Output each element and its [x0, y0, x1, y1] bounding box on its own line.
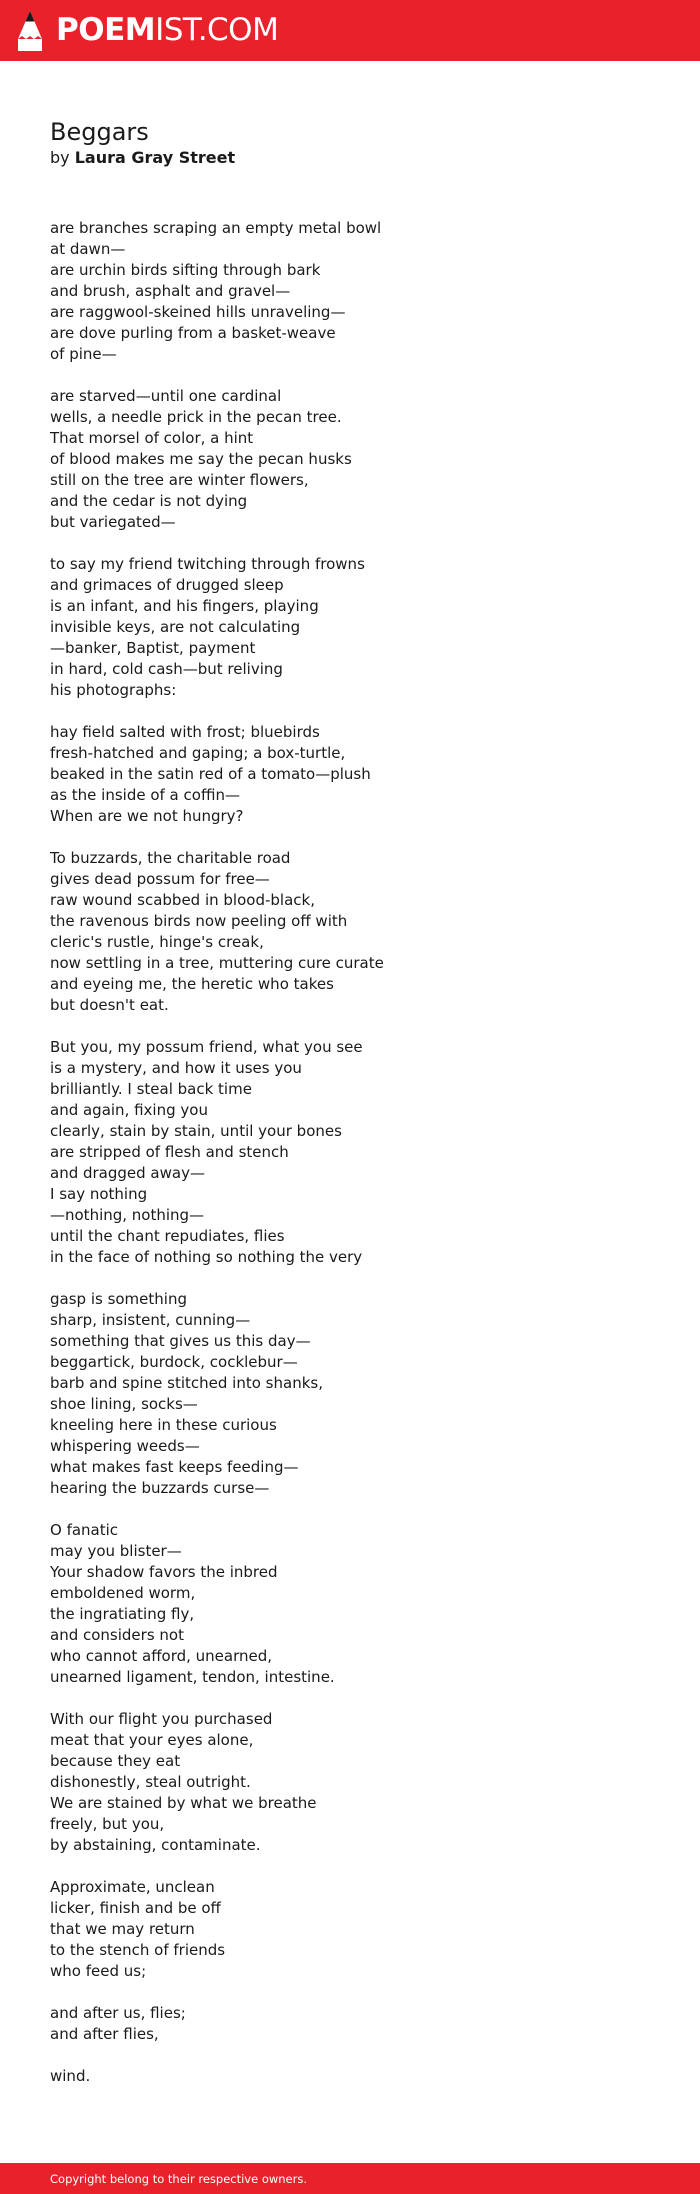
poem-line: are branches scraping an empty metal bowl — [50, 219, 382, 237]
poem-line: cleric's rustle, hinge's creak, — [50, 933, 264, 951]
poem-line: meat that your eyes alone, — [50, 1731, 254, 1749]
stanza — [50, 554, 670, 701]
poem-line: gasp is something — [50, 1290, 187, 1308]
poem-line: are dove purling from a basket-weave — [50, 324, 336, 342]
author-name[interactable]: Laura Gray Street — [74, 148, 236, 167]
poem-line: —nothing, nothing— — [50, 1206, 205, 1224]
poem-line: are starved—until one cardinal — [50, 387, 282, 405]
poem-line: When are we not hungry? — [50, 807, 244, 825]
poem-line: and the cedar is not dying — [50, 492, 248, 510]
poem-line: With our flight you purchased — [50, 1710, 273, 1728]
stanza — [50, 1520, 670, 1688]
poem-line: Approximate, unclean — [50, 1878, 215, 1896]
stanza — [50, 2003, 670, 2045]
poem-line: hearing the buzzards curse— — [50, 1479, 270, 1497]
poem-line: and after flies, — [50, 2025, 159, 2043]
stanza — [50, 1037, 670, 1268]
poem-line: brilliantly. I steal back time — [50, 1080, 252, 1098]
poem-line: sharp, insistent, cunning— — [50, 1311, 251, 1329]
poem-line: the ingratiating fly, — [50, 1605, 195, 1623]
poem-line: Your shadow favors the inbred — [50, 1563, 278, 1581]
poem-line: kneeling here in these curious — [50, 1416, 277, 1434]
logo-text-light: IST.COM — [155, 12, 279, 48]
poem-line: the ravenous birds now peeling off with — [50, 912, 348, 930]
poem-line: and grimaces of drugged sleep — [50, 576, 284, 594]
poem-line: but variegated— — [50, 513, 176, 531]
poem-line: now settling in a tree, muttering cure curate — [50, 954, 384, 972]
poem-line: To buzzards, the charitable road — [50, 849, 291, 867]
poem-line: beaked in the satin red of a tomato—plush — [50, 765, 371, 783]
poem-line: clearly, stain by stain, until your bones — [50, 1122, 342, 1140]
stanza — [50, 1289, 670, 1499]
logo-text — [56, 12, 279, 48]
stanza — [50, 1877, 670, 1982]
poem-line: as the inside of a coffin— — [50, 786, 240, 804]
stanza — [50, 722, 670, 827]
poem-line: licker, finish and be off — [50, 1899, 221, 1917]
poem-line: until the chant repudiates, flies — [50, 1227, 285, 1245]
logo-text-bold: POEM — [56, 12, 156, 48]
poem-line: invisible keys, are not calculating — [50, 618, 301, 636]
poem-line: and after us, flies; — [50, 2004, 186, 2022]
poem-line: gives dead possum for free— — [50, 870, 270, 888]
poem-line: at dawn— — [50, 240, 126, 258]
copyright-notice: Copyright belong to their respective owners. — [50, 2172, 308, 2186]
poem-line: to say my friend twitching through frowns — [50, 555, 365, 573]
poem-line: wind. — [50, 2067, 91, 2085]
poem-line: fresh-hatched and gaping; a box-turtle, — [50, 744, 346, 762]
poem-line: in hard, cold cash—but reliving — [50, 660, 283, 678]
pencil-tip-icon — [18, 11, 42, 51]
poem-line: may you blister— — [50, 1542, 182, 1560]
poem-line: what makes fast keeps feeding— — [50, 1458, 299, 1476]
poem-line: are urchin birds sifting through bark — [50, 261, 321, 279]
poem-line: are stripped of flesh and stench — [50, 1143, 289, 1161]
poem-line: who cannot afford, unearned, — [50, 1647, 273, 1665]
poem-line: We are stained by what we breathe — [50, 1794, 317, 1812]
poem-line: —banker, Baptist, payment — [50, 639, 256, 657]
poem-line: wells, a needle prick in the pecan tree. — [50, 408, 342, 426]
byline-prefix: by — [50, 148, 70, 167]
stanza — [50, 386, 670, 533]
poem-line: hay field salted with frost; bluebirds — [50, 723, 320, 741]
poem-line: and again, fixing you — [50, 1101, 208, 1119]
poem-line: and considers not — [50, 1626, 184, 1644]
poem-line: is an infant, and his fingers, playing — [50, 597, 319, 615]
poem-line: and eyeing me, the heretic who takes — [50, 975, 334, 993]
poem-line: barb and spine stitched into shanks, — [50, 1374, 323, 1392]
poem-line: that we may return — [50, 1920, 195, 1938]
poem-line: in the face of nothing so nothing the very — [50, 1248, 363, 1266]
stanza — [50, 2066, 670, 2087]
poem-line: still on the tree are winter flowers, — [50, 471, 309, 489]
poem-line: to the stench of friends — [50, 1941, 226, 1959]
poem-line: his photographs: — [50, 681, 177, 699]
poem-title: Beggars — [50, 118, 149, 146]
poem-line: But you, my possum friend, what you see — [50, 1038, 363, 1056]
stanza — [50, 1709, 670, 1856]
poem-line: freely, but you, — [50, 1815, 165, 1833]
poem-body — [50, 218, 670, 2108]
site-footer — [0, 2163, 700, 2194]
poem-line: and dragged away— — [50, 1164, 205, 1182]
poem-line: I say nothing — [50, 1185, 148, 1203]
site-logo[interactable] — [18, 11, 278, 51]
poem-line: something that gives us this day— — [50, 1332, 311, 1350]
poem-line: is a mystery, and how it uses you — [50, 1059, 302, 1077]
poem-line: beggartick, burdock, cocklebur— — [50, 1353, 298, 1371]
poem-line: unearned ligament, tendon, intestine. — [50, 1668, 335, 1686]
stanza — [50, 848, 670, 1016]
poem-line: but doesn't eat. — [50, 996, 169, 1014]
poem-line: shoe lining, socks— — [50, 1395, 198, 1413]
poem-line: by abstaining, contaminate. — [50, 1836, 261, 1854]
poem-line: of pine— — [50, 345, 117, 363]
poem-line: and brush, asphalt and gravel— — [50, 282, 291, 300]
poem-line: That morsel of color, a hint — [50, 429, 254, 447]
poem-line: who feed us; — [50, 1962, 147, 1980]
poem-line: emboldened worm, — [50, 1584, 196, 1602]
byline — [50, 146, 235, 170]
poem-line: dishonestly, steal outright. — [50, 1773, 251, 1791]
poem-line: are raggwool-skeined hills unraveling— — [50, 303, 346, 321]
poem-line: O fanatic — [50, 1521, 119, 1539]
poem-line: whispering weeds— — [50, 1437, 200, 1455]
site-header — [0, 0, 700, 61]
poem-line: raw wound scabbed in blood-black, — [50, 891, 315, 909]
poem-line: because they eat — [50, 1752, 181, 1770]
poem-line: of blood makes me say the pecan husks — [50, 450, 352, 468]
stanza — [50, 218, 670, 365]
